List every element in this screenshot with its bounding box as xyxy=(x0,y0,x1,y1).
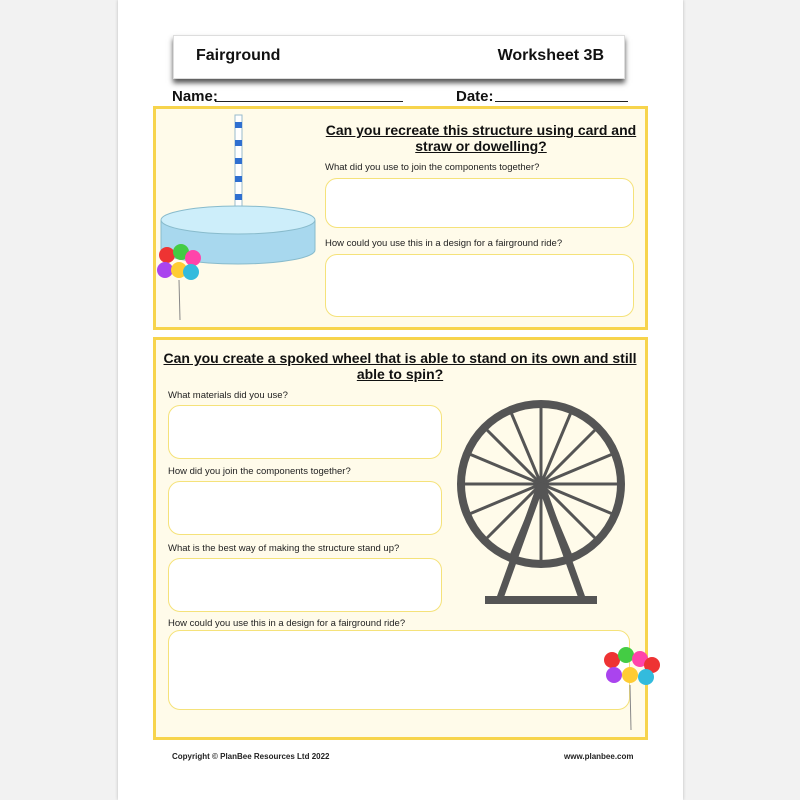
date-input-line[interactable] xyxy=(495,101,628,102)
section1-answer-1[interactable] xyxy=(325,178,634,228)
name-input-line[interactable] xyxy=(215,101,403,102)
section1-question: Can you recreate this structure using card and straw or dowelling? xyxy=(325,122,637,154)
worksheet-number: Worksheet 3B xyxy=(497,47,604,64)
section2-prompt-1: What materials did you use? xyxy=(168,390,288,401)
copyright-text: Copyright © PlanBee Resources Ltd 2022 xyxy=(172,752,330,761)
section2-prompt-4: How could you use this in a design for a fairground ride? xyxy=(168,618,406,629)
worksheet-title: Fairground xyxy=(196,47,281,64)
section1-answer-2[interactable] xyxy=(325,254,634,317)
section2-prompt-2: How did you join the components together? xyxy=(168,466,351,477)
section2-answer-1[interactable] xyxy=(168,405,442,459)
worksheet-header xyxy=(173,35,625,79)
balloons-icon xyxy=(157,244,201,320)
section1-prompt-2: How could you use this in a design for a fairground ride? xyxy=(325,238,563,249)
balloons-icon xyxy=(600,645,662,735)
name-label: Name: xyxy=(172,88,218,105)
section2-prompt-3: What is the best way of making the structure stand up? xyxy=(168,543,400,554)
cake-straw-illustration xyxy=(155,110,320,325)
section2-question: Can you create a spoked wheel that is able to stand on its own and still able to spin? xyxy=(163,350,637,382)
ferris-wheel-illustration xyxy=(455,398,627,608)
website-link[interactable]: www.planbee.com xyxy=(564,752,634,761)
section2-answer-2[interactable] xyxy=(168,481,442,535)
section1-prompt-1: What did you use to join the components together? xyxy=(325,162,540,173)
section2-answer-3[interactable] xyxy=(168,558,442,612)
section2-answer-4[interactable] xyxy=(168,630,630,710)
date-label: Date: xyxy=(456,88,494,105)
